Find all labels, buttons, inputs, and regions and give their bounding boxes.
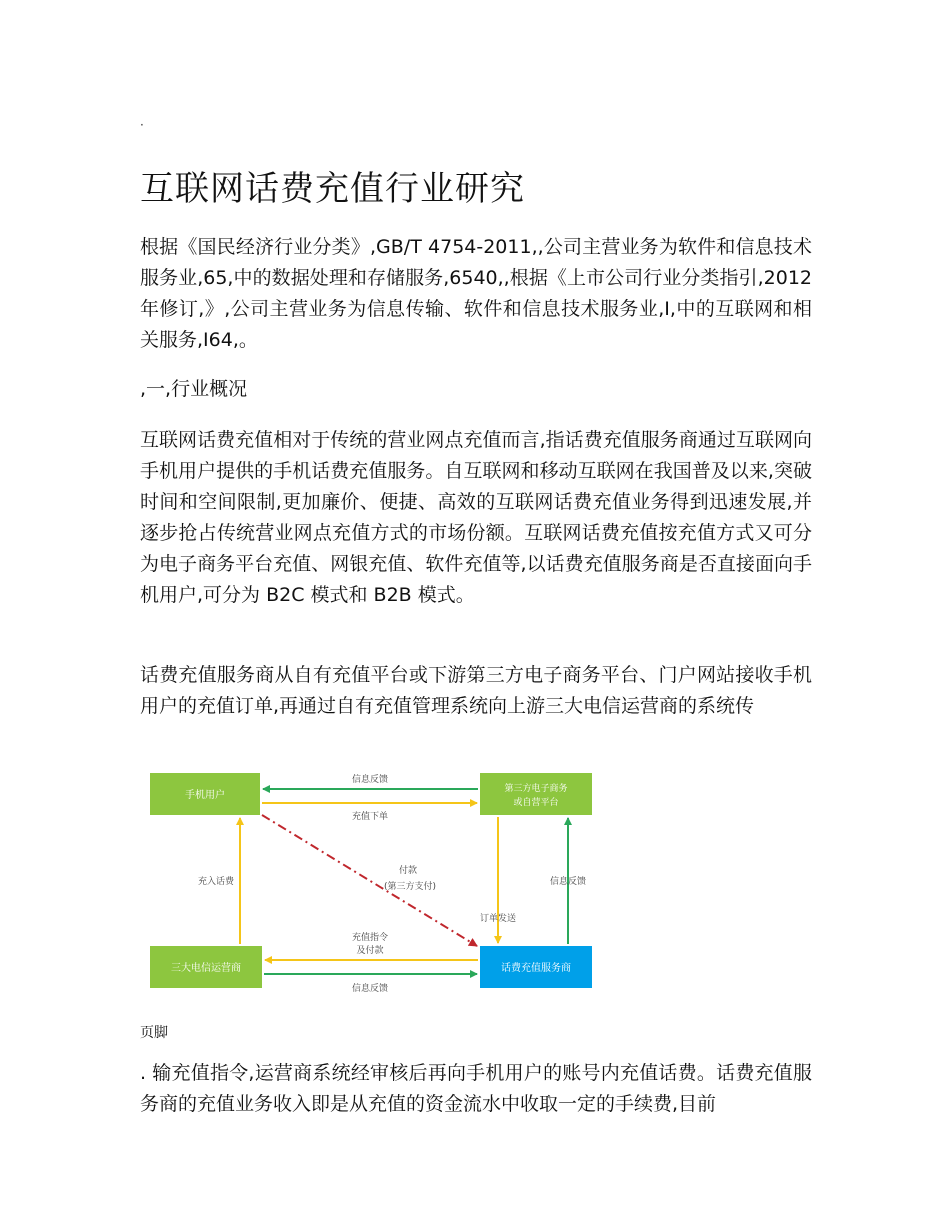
third-party-label-line2: 或自营平台 — [513, 798, 559, 808]
label-payment-line1: 付款 — [398, 866, 418, 876]
paragraph-classification: 根据《国民经济行业分类》,GB/T 4754-2011,,公司主营业务为软件和信息技术服务业,65,中的数据处理和存储服务,6540,,根据《上市公司行业分类指引,2012 年修订,》,公司主营业务为信息传输、软件和信息技术服务业,I,中的互联网和相关服务,I64,。 — [140, 236, 812, 351]
page-marker: · — [140, 118, 144, 132]
page-footer: 页脚 — [140, 1025, 168, 1041]
page-title: 互联网话费充值行业研究 — [140, 169, 525, 209]
section-heading: ,一,行业概况 — [140, 378, 248, 400]
recharge-provider-label: 话费充值服务商 — [501, 963, 571, 974]
paragraph-overview: 互联网话费充值相对于传统的营业网点充值而言,指话费充值服务商通过互联网向手机用户提供的手机话费充值服务。自互联网和移动互联网在我国普及以来,突破时间和空间限制,更加廉价、便捷、高效的互联网话费充值业务得到迅速发展,并逐步抢占传统营业网点充值方式的市场份额。互联网话费充值按充值方式又可分为电子商务平台充值、网银充值、软件充值等,以话费充值服务商是否直接面向手机用户,可分为 B2C 模式和 B2B 模式。 — [140, 429, 812, 606]
label-info-feedback-right: 信息反馈 — [549, 877, 587, 887]
label-order-send: 订单发送 — [479, 914, 517, 924]
label-info-feedback-bottom: 信息反馈 — [351, 984, 389, 994]
carriers-label: 三大电信运营商 — [171, 963, 241, 974]
label-info-feedback-top: 信息反馈 — [351, 775, 389, 785]
label-recharge-cmd-line1: 充值指令 — [351, 933, 389, 943]
label-recharge-in: 充入话费 — [197, 877, 235, 887]
recharge-flow-diagram — [140, 765, 610, 1000]
paragraph-process: 话费充值服务商从自有充值平台或下游第三方电子商务平台、门户网站接收手机用户的充值订单,再通过自有充值管理系统向上游三大电信运营商的系统传 — [140, 664, 812, 717]
mobile-user-label: 手机用户 — [185, 790, 225, 801]
third-party-platform-box — [480, 773, 592, 815]
label-recharge-cmd-line2: 及付款 — [356, 946, 384, 956]
label-payment-line2: (第三方支付) — [383, 882, 437, 892]
arrow-payment — [262, 815, 477, 946]
third-party-label-line1: 第三方电子商务 — [504, 784, 568, 794]
paragraph-continued: . 输充值指令,运营商系统经审核后再向手机用户的账号内充值话费。话费充值服务商的充值业务收入即是从充值的资金流水中收取一定的手续费,目前 — [140, 1062, 812, 1115]
label-recharge-order: 充值下单 — [351, 812, 389, 822]
